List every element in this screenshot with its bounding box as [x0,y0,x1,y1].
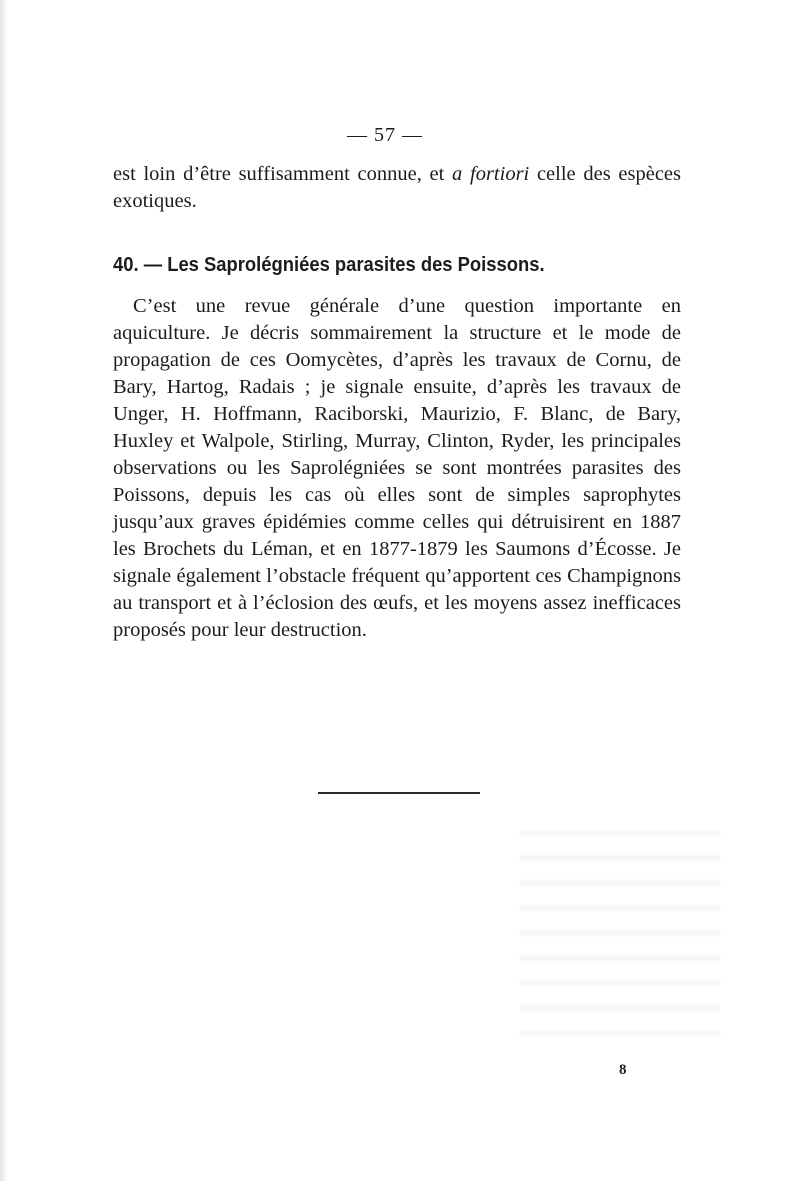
page-edge-shadow [0,0,8,1181]
body-paragraph: C’est une revue générale d’une question importante en aquiculture. Je décris sommairement la structure et le mode de propagation de ces Oomycètes, d’après les travaux de Cornu, de Bary, Hartog, Radais ; je signale ensuite, d’après les travaux de Unger, H. Hoffmann, Raciborski, Maurizio, F. Blanc, de Bary, Huxley et Walpole, Stirling, Murray, Clinton, Ryder, les principales observations ou les Saprolégniées se sont montrées parasites des Poissons, depuis les cas où elles sont de simples saprophytes jusqu’aux graves épidémies comme celles qui détruisirent en 1887 les Brochets du Léman, et en 1877-1879 les Saumons d’Écosse. Je signale également l’obstacle fréquent qu’apportent ces Champignons au transport et à l’éclosion des œufs, et les moyens assez inefficaces proposés pour leur destruction. [113,295,681,641]
continuation-text-end: celle des espèces exotiques. [113,163,681,212]
bleed-through-text [520,830,720,1050]
section-heading: 40. — Les Saprolégniées parasites des Poissons. [113,254,545,276]
continuation-italic-phrase: a fortiori [452,163,530,185]
section-divider [318,792,480,794]
page-number: — 57 — [347,124,423,146]
signature-mark: 8 [619,1062,627,1078]
continuation-paragraph [113,161,681,215]
continuation-text-start: est loin d’être suffisamment connue, et [113,163,453,185]
